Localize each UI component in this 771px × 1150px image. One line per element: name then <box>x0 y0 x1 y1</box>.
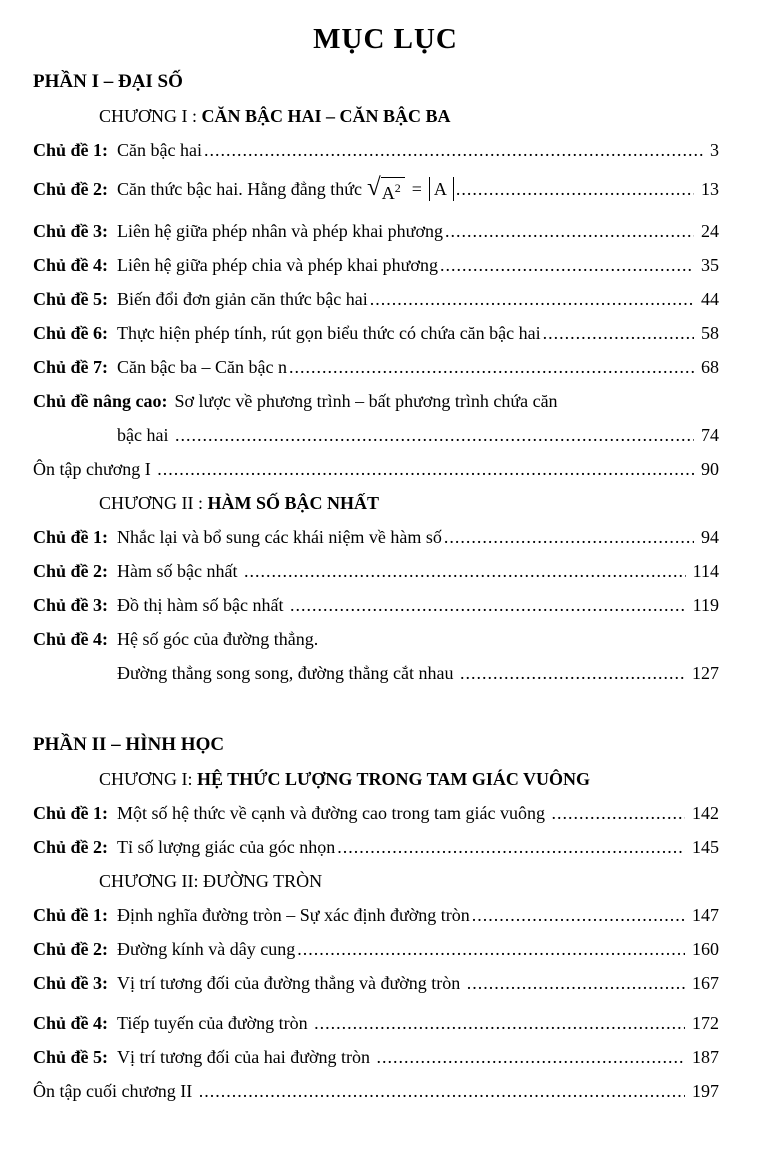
entry-label: Chủ đề 1: <box>33 905 118 925</box>
toc-entry <box>33 138 719 162</box>
chapter-prefix: CHƯƠNG II : <box>99 493 208 513</box>
toc-entry <box>33 1045 719 1069</box>
toc-entry <box>33 903 719 927</box>
chapter-title: HÀM SỐ BẬC NHẤT <box>207 493 379 513</box>
toc-entry <box>33 937 719 961</box>
page-number: 187 <box>692 1047 719 1067</box>
entry-label: Chủ đề 3: <box>33 973 118 993</box>
toc-entry <box>33 174 719 204</box>
dot-leader <box>157 457 694 481</box>
table-of-contents <box>0 70 771 1103</box>
part-heading-1: PHẦN I – ĐẠI SỐ <box>33 71 183 92</box>
toc-entry-advanced <box>33 389 719 413</box>
toc-entry <box>33 835 719 859</box>
entry-label: Chủ đề 2: <box>33 837 118 857</box>
toc-entry <box>33 321 719 345</box>
entry-title: Căn bậc ba – Căn bậc n <box>117 357 287 377</box>
entry-title: Vị trí tương đối của hai đường tròn <box>117 1047 375 1067</box>
entry-label: Chủ đề 2: <box>33 939 118 959</box>
entry-title: Hàm số bậc nhất <box>117 561 242 581</box>
dot-leader <box>377 1045 685 1069</box>
toc-entry <box>33 559 719 583</box>
entry-label: Chủ đề 5: <box>33 289 118 309</box>
dot-leader <box>467 971 685 995</box>
toc-entry-review <box>33 457 719 481</box>
entry-label: Chủ đề 2: <box>33 179 118 199</box>
entry-label: Chủ đề 2: <box>33 561 118 581</box>
page-number: 58 <box>701 323 719 343</box>
entry-title: Hệ số góc của đường thẳng. <box>117 629 319 649</box>
dot-leader <box>445 219 694 243</box>
entry-title: bậc hai <box>117 425 173 445</box>
toc-entry <box>33 219 719 243</box>
entry-title: Vị trí tương đối của đường thẳng và đường tròn <box>117 973 465 993</box>
page-number: 90 <box>701 459 719 479</box>
sqrt-expression <box>366 174 405 204</box>
chapter-heading-1-2 <box>33 491 719 515</box>
dot-leader <box>551 801 685 825</box>
entry-title: Liên hệ giữa phép nhân và phép khai phương <box>117 221 443 241</box>
entry-title: Định nghĩa đường tròn – Sự xác định đường tròn <box>117 905 470 925</box>
entry-label: Chủ đề 4: <box>33 1013 118 1033</box>
entry-label: Chủ đề 5: <box>33 1047 118 1067</box>
toc-entry <box>33 287 719 311</box>
entry-title: Căn thức bậc hai. Hằng đẳng thức <box>117 179 362 199</box>
page-number: 3 <box>710 140 719 160</box>
toc-entry <box>33 355 719 379</box>
dot-leader <box>444 525 694 549</box>
entry-title: Biến đổi đơn giản căn thức bậc hai <box>117 289 368 309</box>
page-title: MỤC LỤC <box>313 23 458 55</box>
page-number: 119 <box>692 595 719 615</box>
radicand-exponent: 2 <box>394 181 401 195</box>
page-number: 160 <box>692 939 719 959</box>
dot-leader <box>244 559 686 583</box>
page-number: 197 <box>692 1081 719 1101</box>
dot-leader <box>314 1011 685 1035</box>
page-number: 94 <box>701 527 719 547</box>
entry-title: Sơ lược về phương trình – bất phương trình chứa căn <box>174 391 558 411</box>
entry-title: Đường thẳng song song, đường thẳng cắt nhau <box>117 663 459 683</box>
dot-leader <box>290 593 686 617</box>
dot-leader <box>199 1079 685 1103</box>
entry-label: Chủ đề 4: <box>33 255 118 275</box>
entry-title: Thực hiện phép tính, rút gọn biểu thức có chứa căn bậc hai <box>117 323 541 343</box>
chapter-prefix: CHƯƠNG I: <box>99 769 197 789</box>
dot-leader <box>456 177 694 201</box>
entry-label: Chủ đề 7: <box>33 357 118 377</box>
page-number: 145 <box>692 837 719 857</box>
equals-sign: = <box>411 179 422 199</box>
radicand-base: A <box>381 183 395 203</box>
entry-label: Chủ đề 4: <box>33 629 118 649</box>
chapter-title: ĐƯỜNG TRÒN <box>202 871 323 891</box>
part-heading-2: PHẦN II – HÌNH HỌC <box>33 734 225 755</box>
entry-title: Đồ thị hàm số bậc nhất <box>117 595 288 615</box>
sqrt-symbol-icon: √ <box>366 174 381 201</box>
toc-entry <box>33 253 719 277</box>
dot-leader <box>204 138 703 162</box>
chapter-title: CĂN BẬC HAI – CĂN BẬC BA <box>201 106 451 126</box>
entry-title: Liên hệ giữa phép chia và phép khai phương <box>117 255 438 275</box>
entry-title: Đường kính và dây cung <box>117 939 296 959</box>
toc-entry-continuation <box>33 661 719 685</box>
entry-title: Ôn tập chương I <box>33 459 156 479</box>
toc-entry <box>33 627 719 651</box>
sqrt-formula <box>362 174 454 204</box>
chapter-title: HỆ THỨC LƯỢNG TRONG TAM GIÁC VUÔNG <box>196 769 591 789</box>
entry-label: Chủ đề 1: <box>33 803 118 823</box>
dot-leader <box>297 937 685 961</box>
toc-entry <box>33 525 719 549</box>
toc-entry-review <box>33 1079 719 1103</box>
page-number: 74 <box>701 425 719 445</box>
entry-title: Một số hệ thức về cạnh và đường cao trong tam giác vuông <box>117 803 550 823</box>
entry-title: Ôn tập cuối chương II <box>33 1081 197 1101</box>
dot-leader <box>460 661 685 685</box>
entry-label: Chủ đề 1: <box>33 527 118 547</box>
entry-label: Chủ đề 3: <box>33 595 118 615</box>
dot-leader <box>337 835 685 859</box>
dot-leader <box>543 321 694 345</box>
page-number: 13 <box>701 179 719 199</box>
toc-entry <box>33 593 719 617</box>
page-number: 147 <box>692 905 719 925</box>
chapter-prefix: CHƯƠNG I : <box>99 106 202 126</box>
entry-title: Nhắc lại và bổ sung các khái niệm về hàm số <box>117 527 442 547</box>
entry-title: Căn bậc hai <box>117 140 202 160</box>
page-number: 44 <box>701 289 719 309</box>
chapter-prefix: CHƯƠNG II: <box>99 871 203 891</box>
dot-leader <box>440 253 694 277</box>
page-number: 35 <box>701 255 719 275</box>
radicand <box>381 177 405 204</box>
page-number: 167 <box>692 973 719 993</box>
page-number: 24 <box>701 221 719 241</box>
page-number: 127 <box>692 663 719 683</box>
page-number: 142 <box>692 803 719 823</box>
dot-leader <box>289 355 694 379</box>
absolute-value: A <box>429 177 454 201</box>
page-number: 172 <box>692 1013 719 1033</box>
toc-entry <box>33 801 719 825</box>
chapter-heading-2-2 <box>33 869 719 893</box>
entry-label: Chủ đề 6: <box>33 323 118 343</box>
page-number: 68 <box>701 357 719 377</box>
chapter-heading-2-1 <box>33 767 719 791</box>
toc-entry-continuation <box>33 423 719 447</box>
entry-label: Chủ đề nâng cao: <box>33 391 168 411</box>
entry-label: Chủ đề 1: <box>33 140 118 160</box>
chapter-heading-1-1 <box>33 104 719 128</box>
toc-entry <box>33 1011 719 1035</box>
dot-leader <box>175 423 694 447</box>
page-number: 114 <box>692 561 719 581</box>
toc-entry <box>33 971 719 995</box>
entry-label: Chủ đề 3: <box>33 221 118 241</box>
dot-leader <box>370 287 694 311</box>
entry-title: Tiếp tuyến của đường tròn <box>117 1013 313 1033</box>
entry-title: Tỉ số lượng giác của góc nhọn <box>117 837 336 857</box>
dot-leader <box>472 903 685 927</box>
